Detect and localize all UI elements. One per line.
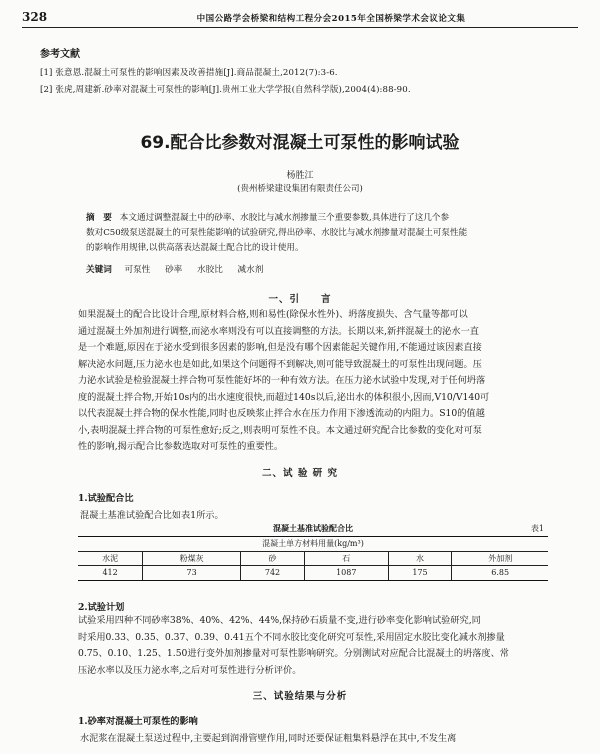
table-title: 混凝土基准试验配合比: [273, 523, 353, 533]
table-col-header: 石: [304, 551, 388, 566]
table-col-header: 水: [388, 551, 452, 566]
text-line: 如果混凝土的配合比设计合理,原材料合格,则和易性(除保水性外)、坍落度损失、含气量等都可以: [78, 309, 468, 320]
table-cell: 412: [78, 566, 143, 581]
text-line: 解决泌水问题,压力泌水也是如此,如果这个问题得不到解决,则可能导致混凝土的可泵性出现问题。压: [78, 358, 482, 370]
mix-intro-text: 混凝土基准试验配合比如表1所示。: [80, 510, 224, 521]
keyword: 可泵性: [124, 265, 151, 275]
subsection-heading: 1.砂率对混凝土可泵性的影响: [78, 716, 198, 727]
reference-item: [1] 张意恩.混凝土可泵性的影响因素及改善措施[J].商品混凝土,2012(7):3-6.: [40, 68, 338, 78]
text-line: 性的影响,揭示配合比参数选取对可泵性的重要性。: [78, 441, 284, 452]
table-col-header: 外加剂: [452, 551, 548, 566]
table-cell: 73: [143, 566, 241, 581]
abstract: [86, 211, 546, 257]
page-number: 328: [22, 10, 48, 24]
table-number: 表1: [530, 524, 544, 533]
abstract-line: 的影响作用规律,以供高落表达混凝土配合比的设计使用。: [86, 243, 304, 254]
table-cell: 1087: [304, 566, 388, 581]
keyword: 砂率: [165, 265, 183, 275]
text-line: 0.75、0.10、1.25、1.50进行变外加剂掺量对可泵性影响研究。分别测试对应配合比混凝土的坍落度、常: [78, 648, 509, 659]
section-heading-test: 二、试 验 研 究: [262, 468, 338, 479]
article-affiliation: (贵州桥梁建设集团有限责任公司): [237, 184, 363, 194]
text-line: 通过混凝土外加剂进行调整,而泌水率则没有可以直接调整的方法。长期以来,新拌混凝土的泌水一直: [78, 325, 479, 337]
keywords: [86, 263, 275, 275]
keyword: 减水剂: [237, 265, 264, 275]
reference-item: [2] 张虎,周建新.砂率对混凝土可泵性的影响[J].贵州工业大学学报(自然科学版),2004(4):88-90.: [40, 85, 411, 95]
table-cell: 175: [388, 566, 452, 581]
text-line: 以代表混凝土拌合物的保水性能,同时也反映浆止拌合水在压力作用下渗透流动的内阻力。S10的值越: [78, 408, 485, 419]
references-heading: 参考文献: [40, 49, 80, 60]
text-line: 力泌水试验是检验混凝土拌合物可泵性能好坏的一种有效方法。在压力泌水试验中发现,对于任何坍落: [78, 375, 486, 386]
mix-proportion-table: [78, 536, 548, 581]
section-heading-results: 三、试验结果与分析: [252, 691, 348, 702]
text-line: 是一个难题,原因在于泌水受到很多因素的影响,但是没有哪个因素能起关键作用,不能通过该因素直接: [78, 342, 482, 353]
abstract-line: 数对C50级泵送混凝土的可泵性能影响的试验研究,得出砂率、水胶比与减水剂掺量对混凝土可泵性能: [86, 228, 468, 239]
abstract-line: 本文通过调整混凝土中的砂率、水胶比与减水剂掺量三个重要参数,具体进行了这几个参: [119, 213, 450, 223]
table-cell: 742: [241, 566, 305, 581]
table-cell: 6.85: [452, 566, 548, 581]
text-line: 小,表明混凝土拌合物的可泵性愈好;反之,则表明可泵性不良。本文通过研究配合比参数的变化对可泵: [78, 424, 482, 436]
table-col-header: 水泥: [78, 551, 143, 566]
keywords-label: 关键词: [86, 265, 112, 275]
text-line: 试验采用四种不同砂率38%、40%、42%、44%,保持砂石质量不变,进行砂率变化影响试验研究,同: [78, 615, 481, 626]
running-title: 中国公路学会桥梁和结构工程分会2015年全国桥梁学术会议论文集: [196, 14, 466, 24]
subsection-heading: 1.试验配合比: [78, 493, 134, 504]
abstract-label: 摘 要: [86, 213, 112, 223]
text-line: 时采用0.33、0.35、0.37、0.39、0.41五个不同水胶比变化研究可泵性,采用固定水胶比变化减水剂掺量: [78, 631, 505, 643]
keyword: 水胶比: [197, 265, 223, 275]
table-col-header: 砂: [241, 551, 305, 566]
running-header: [22, 9, 578, 28]
plan-paragraph: [78, 613, 548, 679]
table-col-header: 粉煤灰: [143, 551, 241, 566]
results-text-line: 水泥浆在混凝土泵送过程中,主要起到润滑管壁作用,同时还要保证粗集料悬浮在其中,不发生离: [80, 733, 457, 744]
section-heading-intro: 一、引 言: [268, 294, 332, 305]
table-span-header: 混凝土单方材料用量(kg/m³): [78, 537, 548, 552]
text-line: 度的混凝土拌合物,开始10s内的出水速度很快,而超过140s以后,泌出水的体积很小,因而,V10/V140可: [78, 391, 490, 403]
article-author: 杨胜江: [286, 171, 314, 181]
article-title: 69.配合比参数对混凝土可泵性的影响试验: [140, 133, 460, 153]
text-line: 压泌水率以及压力泌水率,之后对可泵性进行分析评价。: [78, 664, 302, 676]
intro-paragraph: [78, 307, 548, 456]
subsection-heading: 2.试验计划: [78, 602, 125, 613]
